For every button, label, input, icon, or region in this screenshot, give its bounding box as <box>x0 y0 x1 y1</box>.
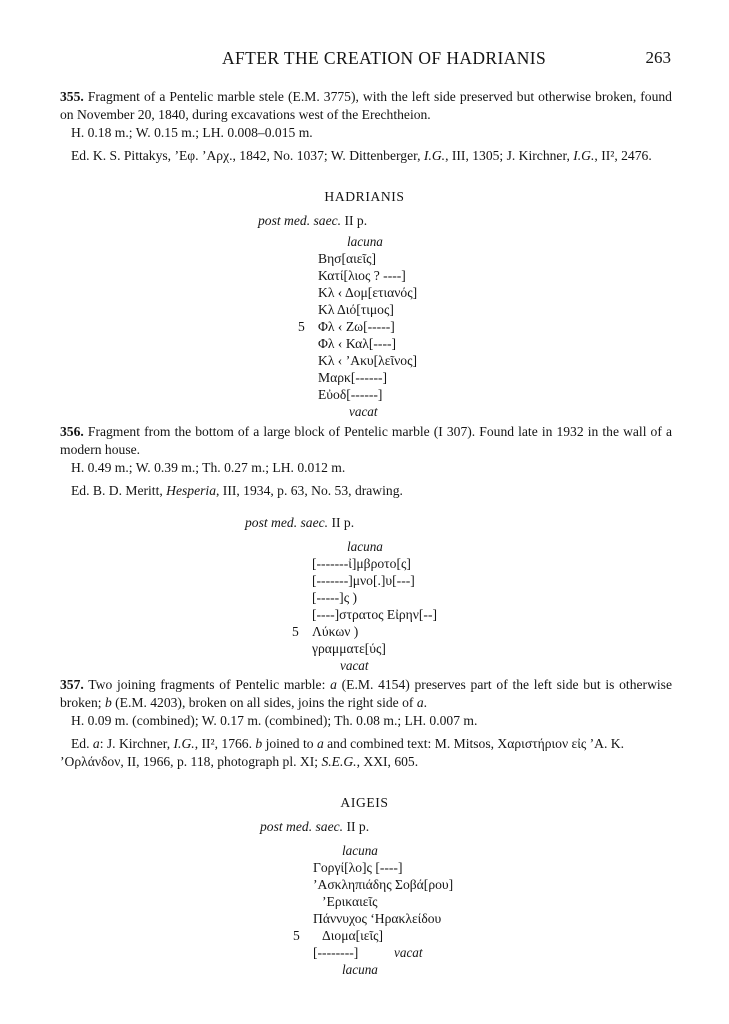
inscription-line: Βησ[αιεῖς] <box>318 251 377 266</box>
description-text: (E.M. 4203), broken on all sides, joins the right side of <box>111 695 417 710</box>
entry-357-description <box>60 676 672 712</box>
entry-355-dimensions: H. 0.18 m.; W. 0.15 m.; LH. 0.008–0.015 m. <box>71 125 313 140</box>
inscription-line: Κλ Διό[τιμος] <box>318 302 394 317</box>
edition-text: , III, 1934, p. 63, No. 53, drawing. <box>216 483 403 498</box>
edition-journal: Hesperia <box>166 483 216 498</box>
date-century: II p. <box>341 213 368 228</box>
edition-text: ’Ορλάνδον, II, 1966, p. 118, photograph pl. XI; <box>60 754 322 769</box>
entry-357-lacuna: lacuna <box>342 843 378 858</box>
entry-357-dimensions: H. 0.09 m. (combined); W. 0.17 m. (combined); Th. 0.08 m.; LH. 0.007 m. <box>71 713 478 728</box>
inscription-line: Κλ ‹ Δομ[ετιανός] <box>318 285 418 300</box>
inscription-line: Φλ ‹ Ζω[-----] <box>318 319 395 334</box>
edition-text: , III, 1305; J. Kirchner, <box>445 148 574 163</box>
entry-number: 355. <box>60 89 84 104</box>
page-number: 263 <box>645 48 671 67</box>
entry-355-lacuna: lacuna <box>347 234 383 249</box>
date-century: II p. <box>343 819 370 834</box>
inscription-line: Εὐοδ[------] <box>318 387 383 402</box>
entry-number: 356. <box>60 424 84 439</box>
entry-357-vacat: vacat <box>394 945 423 960</box>
inscription-line: [----]στρατος Εἰρην[--] <box>312 607 438 622</box>
edition-text: Ed. B. D. Meritt, <box>71 483 167 498</box>
edition-abbrev: I.G. <box>173 736 195 751</box>
entry-number: 357. <box>60 677 84 692</box>
date-century: II p. <box>328 515 355 530</box>
inscription-line: Μαρκ[------] <box>318 370 388 385</box>
edition-abbrev: I.G. <box>573 148 595 163</box>
edition-text: , XXI, 605. <box>356 754 419 769</box>
inscription-line: [-------ἰ]μβροτο[ς] <box>312 556 411 571</box>
inscription-line: Φλ ‹ Καλ[----] <box>318 336 397 351</box>
tribe-heading-aigeis: AIGEIS <box>340 795 389 810</box>
date-italic: post med. saec. <box>260 819 344 834</box>
description-text: . <box>423 695 428 710</box>
inscription-line: [--------] <box>313 945 359 960</box>
date-italic: post med. saec. <box>245 515 329 530</box>
edition-text: , II², 1766. <box>194 736 256 751</box>
inscription-line: Γοργί[λο]ς [----] <box>313 860 403 875</box>
inscription-line: [-------]μνο[.]υ[---] <box>312 573 415 588</box>
fragment-label: a <box>330 677 337 692</box>
entry-357-lacuna-bottom: lacuna <box>342 962 378 977</box>
inscription-line: Κατί[λιος ? ----] <box>318 268 406 283</box>
fragment-label: a <box>416 695 424 710</box>
fragment-label: b <box>255 736 263 751</box>
entry-357-date <box>260 819 369 835</box>
inscription-line: Κλ ‹ ’Ακυ[λεῖνος] <box>318 353 417 368</box>
entry-356-lacuna: lacuna <box>347 539 383 554</box>
entry-356-vacat: vacat <box>340 658 369 673</box>
entry-356-date <box>245 515 354 531</box>
entry-357-editions-line2 <box>60 753 670 771</box>
line-number: 5 <box>292 624 299 639</box>
inscription-line: [-----]ς ) <box>312 590 357 605</box>
edition-abbrev: S.E.G. <box>321 754 357 769</box>
edition-text: Ed. K. S. Pittakys, ’Εφ. ’Αρχ., 1842, No. 1037; W. Dittenberger, <box>71 148 424 163</box>
entry-description-text: Fragment from the bottom of a large block of Pentelic marble (I 307). Found late in 1932 in the wall of a modern house. <box>60 424 672 457</box>
entry-description-text: Fragment of a Pentelic marble stele (E.M. 3775), with the left side preserved but otherwise broken, found on November 20, 1840, during excavations west of the Erechtheion. <box>60 89 672 122</box>
date-italic: post med. saec. <box>258 213 342 228</box>
description-text: (E.M. 4154) preserves part of the left side but is otherwise broken; <box>60 677 672 710</box>
running-title: AFTER THE CREATION OF HADRIANIS <box>222 48 547 68</box>
entry-356-editions <box>71 482 681 500</box>
inscription-line: Διομα[ιεῖς] <box>322 928 384 943</box>
inscription-line: Πάννυχος ‘Ηρακλείδου <box>313 911 442 926</box>
edition-text: : J. Kirchner, <box>99 736 174 751</box>
description-text: Two joining fragments of Pentelic marble: <box>88 677 331 692</box>
line-number: 5 <box>293 928 300 943</box>
entry-355-vacat: vacat <box>349 404 378 419</box>
fragment-label: b <box>104 695 112 710</box>
entry-355-editions <box>71 147 681 165</box>
entry-357-editions-line1 <box>71 735 681 753</box>
inscription-line: ’Ασκληπιάδης Σοβά[ρου] <box>313 877 454 892</box>
fragment-label: a <box>92 736 100 751</box>
entry-355-date <box>258 213 367 229</box>
entry-356-dimensions: H. 0.49 m.; W. 0.39 m.; Th. 0.27 m.; LH. 0.012 m. <box>71 460 346 475</box>
line-number: 5 <box>298 319 305 334</box>
entry-356-description <box>60 423 672 459</box>
tribe-heading-hadrianis: HADRIANIS <box>324 189 405 204</box>
inscription-line: γραμματε[ύς] <box>312 641 386 656</box>
edition-abbrev: I.G. <box>423 148 446 163</box>
edition-text: joined to <box>262 736 317 751</box>
fragment-label: a <box>316 736 324 751</box>
inscription-line: Λύκων ) <box>312 624 359 639</box>
entry-355-description <box>60 88 672 124</box>
edition-text: and combined text: M. Mitsos, Χαριστήριον εἰς ’Α. Κ. <box>323 736 625 751</box>
edition-text: Ed. <box>71 736 93 751</box>
inscription-line: ’Ερικαιεῖς <box>322 894 378 909</box>
running-head <box>0 48 729 74</box>
edition-text: , II², 2476. <box>594 148 652 163</box>
